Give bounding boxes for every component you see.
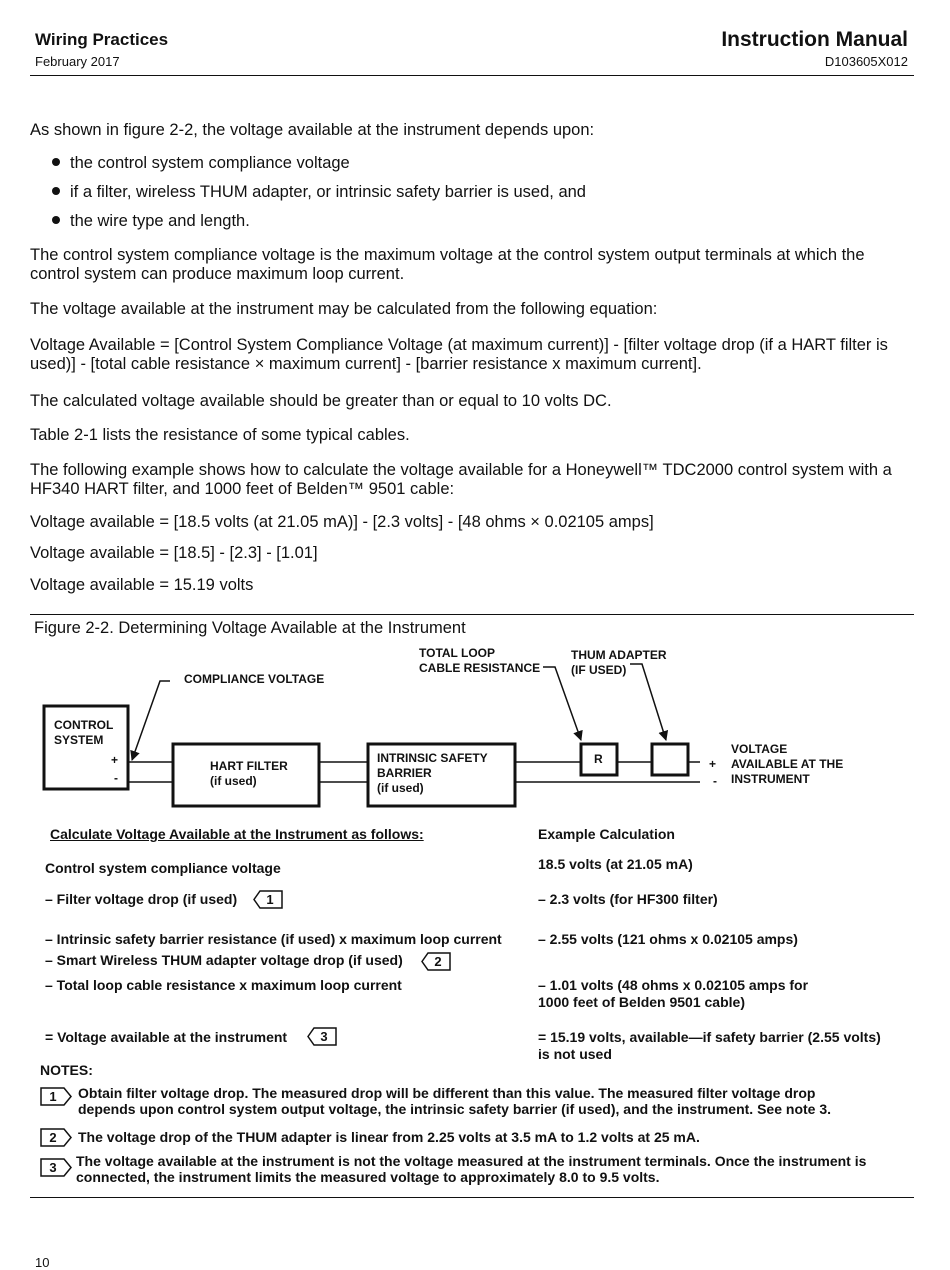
note-1-line2: depends upon control system output voltage, the intrinsic safety barrier (if used), and the instrument. See note 3.: [78, 1101, 832, 1117]
svg-text:1: 1: [266, 892, 274, 907]
note-reference-marker-icon: [253, 890, 283, 909]
note-3-marker-icon: [40, 1158, 72, 1177]
calc-left-heading: Calculate Voltage Available at the Instrument as follows:: [50, 826, 424, 842]
notes-heading: NOTES:: [40, 1062, 93, 1078]
doc-title: Instruction Manual: [721, 28, 908, 51]
total-loop-label: TOTAL LOOP CABLE RESISTANCE: [419, 646, 541, 675]
svg-text:2: 2: [434, 954, 442, 969]
calc-right-heading: Example Calculation: [538, 826, 675, 842]
calc-row-total-value-line1: = 15.19 volts, available—if safety barrier (2.55 volts): [538, 1029, 881, 1045]
calc-row-compliance: Control system compliance voltage: [45, 860, 281, 876]
equation-line1: Voltage Available = [Control System Compliance Voltage (at maximum current)] - [filter voltage drop (if a HART filter is: [30, 336, 888, 354]
calc-row-cable: – Total loop cable resistance x maximum loop current: [45, 977, 402, 993]
paragraph-minimum: The calculated voltage available should be greater than or equal to 10 volts DC.: [30, 392, 612, 410]
calc-row-filter-value: – 2.3 volts (for HF300 filter): [538, 891, 718, 907]
paragraph-compliance-line1: The control system compliance voltage is the maximum voltage at the control system output terminals at which the: [30, 246, 865, 264]
svg-text:1: 1: [49, 1089, 57, 1104]
note-3-line2: connected, the instrument limits the measured voltage to approximately 8.0 to 9.5 volts.: [76, 1169, 660, 1185]
note-2-line1: The voltage drop of the THUM adapter is linear from 2.25 volts at 3.5 mA to 1.2 volts at 25 mA.: [78, 1129, 700, 1145]
calc-row-compliance-value: 18.5 volts (at 21.05 mA): [538, 856, 693, 872]
thum-adapter-box: [652, 744, 688, 775]
svg-text:2: 2: [49, 1130, 57, 1145]
control-system-label: CONTROL SYSTEM: [54, 718, 114, 747]
example-equation-2: Voltage available = [18.5] - [2.3] - [1.01]: [30, 544, 318, 562]
calc-row-barrier: – Intrinsic safety barrier resistance (if used) x maximum loop current: [45, 931, 502, 947]
compliance-voltage-label: COMPLIANCE VOLTAGE: [184, 672, 325, 686]
calc-row-total: = Voltage available at the instrument: [45, 1029, 288, 1045]
hart-filter-label: HART FILTER (if used): [210, 759, 288, 788]
control-plus-label: +: [111, 753, 119, 767]
svg-text:3: 3: [49, 1160, 57, 1175]
note-1-marker-icon: [40, 1087, 72, 1106]
example-equation-3: Voltage available = 15.19 volts: [30, 576, 254, 594]
figure-title: Figure 2-2. Determining Voltage Available at the Instrument: [34, 619, 466, 637]
note-3-line1: The voltage available at the instrument is not the voltage measured at the instrument terminals. Once the instrument is: [76, 1153, 867, 1169]
calc-row-barrier-value: – 2.55 volts (121 ohms x 0.02105 amps): [538, 931, 798, 947]
paragraph-table-ref: Table 2-1 lists the resistance of some typical cables.: [30, 426, 410, 444]
calc-row-thum: – Smart Wireless THUM adapter voltage drop (if used): [45, 952, 403, 968]
control-minus-label: -: [114, 771, 118, 785]
note-2-marker-icon: [40, 1128, 72, 1147]
example-equation-1: Voltage available = [18.5 volts (at 21.05 mA)] - [2.3 volts] - [48 ohms × 0.02105 amps]: [30, 513, 654, 531]
compliance-voltage-arrow-icon: [132, 681, 170, 760]
thum-adapter-label: THUM ADAPTER (IF USED): [571, 648, 667, 677]
page-number: 10: [35, 1255, 50, 1270]
note-reference-marker-icon: [421, 952, 451, 971]
doc-number: D103605X012: [824, 54, 908, 69]
svg-text:3: 3: [320, 1029, 328, 1044]
bullet-text: the control system compliance voltage: [70, 154, 350, 172]
output-minus-label: -: [713, 774, 717, 788]
equation-line2: used)] - [total cable resistance × maximum current] - [barrier resistance x maximum current].: [30, 355, 702, 373]
calc-row-cable-value-line1: – 1.01 volts (48 ohms x 0.02105 amps for: [538, 977, 809, 993]
intro-paragraph: As shown in figure 2-2, the voltage available at the instrument depends upon:: [30, 121, 595, 139]
date-label: February 2017: [35, 54, 120, 69]
calc-row-total-value-line2: is not used: [538, 1046, 612, 1062]
calc-row-cable-value-line2: 1000 feet of Belden 9501 cable): [538, 994, 745, 1010]
output-plus-label: +: [709, 757, 717, 771]
note-1-line1: Obtain filter voltage drop. The measured drop will be different than this value. The measured filter voltage drop: [78, 1085, 816, 1101]
barrier-label: INTRINSIC SAFETY BARRIER (if used): [377, 751, 488, 795]
figure-bottom-divider: [30, 1197, 914, 1198]
section-title: Wiring Practices: [35, 30, 169, 49]
bullet-text: if a filter, wireless THUM adapter, or intrinsic safety barrier is used, and: [70, 183, 586, 201]
paragraph-example-line1: The following example shows how to calculate the voltage available for a Honeywell™ TDC2000 control system with a: [30, 461, 892, 479]
bullet-text: the wire type and length.: [70, 212, 250, 230]
paragraph-equation-intro: The voltage available at the instrument may be calculated from the following equation:: [30, 300, 658, 318]
calc-row-filter: – Filter voltage drop (if used): [45, 891, 238, 907]
voltage-available-label: VOLTAGE AVAILABLE AT THE INSTRUMENT: [731, 742, 844, 786]
note-reference-marker-icon: [307, 1027, 337, 1046]
paragraph-example-line2: HF340 HART filter, and 1000 feet of Belden™ 9501 cable:: [30, 480, 455, 498]
paragraph-compliance-line2: control system can produce maximum loop current.: [30, 265, 405, 283]
resistor-label: R: [594, 752, 603, 766]
